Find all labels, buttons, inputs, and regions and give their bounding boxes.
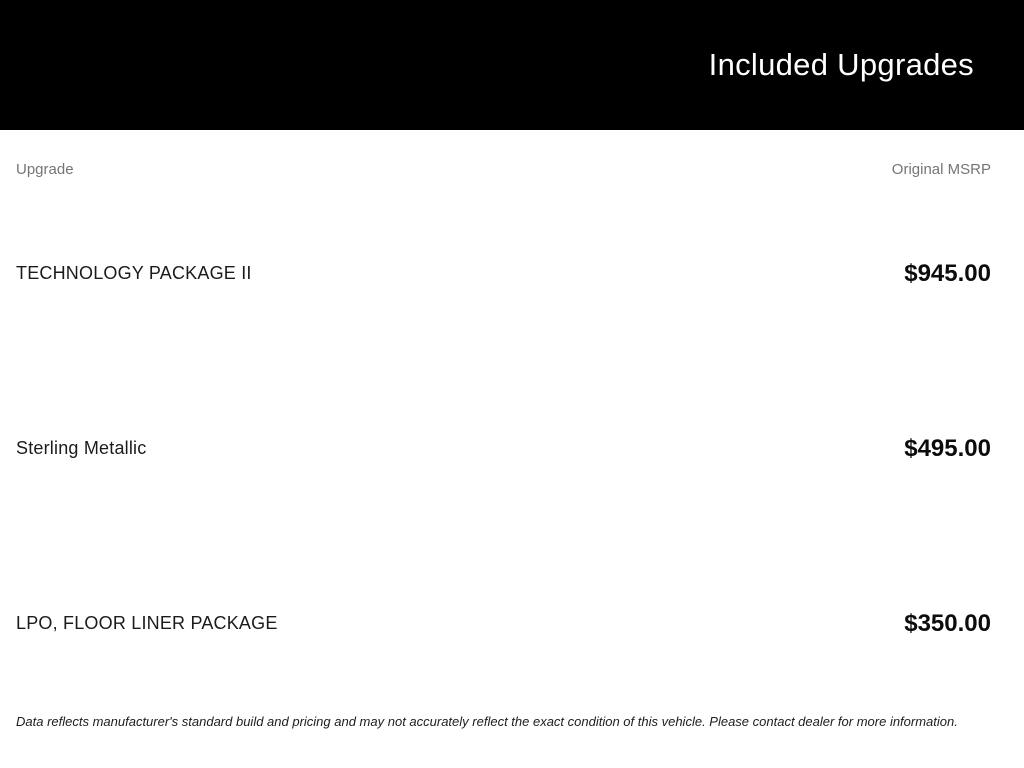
column-header-upgrade: Upgrade [16, 161, 74, 178]
upgrade-price: $945.00 [904, 259, 991, 287]
upgrade-name: TECHNOLOGY PACKAGE II [16, 263, 252, 283]
disclaimer-text: Data reflects manufacturer's standard build and pricing and may not accurately reflect the exact condition of this vehicle. Please contact dealer for more information. [16, 714, 958, 729]
upgrade-rows [0, 186, 1024, 711]
upgrade-name: Sterling Metallic [16, 438, 147, 458]
upgrade-price: $350.00 [904, 609, 991, 637]
upgrade-name: LPO, FLOOR LINER PACKAGE [16, 613, 278, 633]
upgrade-row [0, 186, 1024, 361]
column-headers-row [0, 130, 1024, 178]
page-title: Included Upgrades [708, 47, 974, 82]
upgrade-row [0, 361, 1024, 536]
header-bar [0, 0, 1024, 130]
column-header-msrp: Original MSRP [891, 161, 991, 178]
upgrade-price: $495.00 [904, 434, 991, 462]
upgrade-row [0, 536, 1024, 711]
